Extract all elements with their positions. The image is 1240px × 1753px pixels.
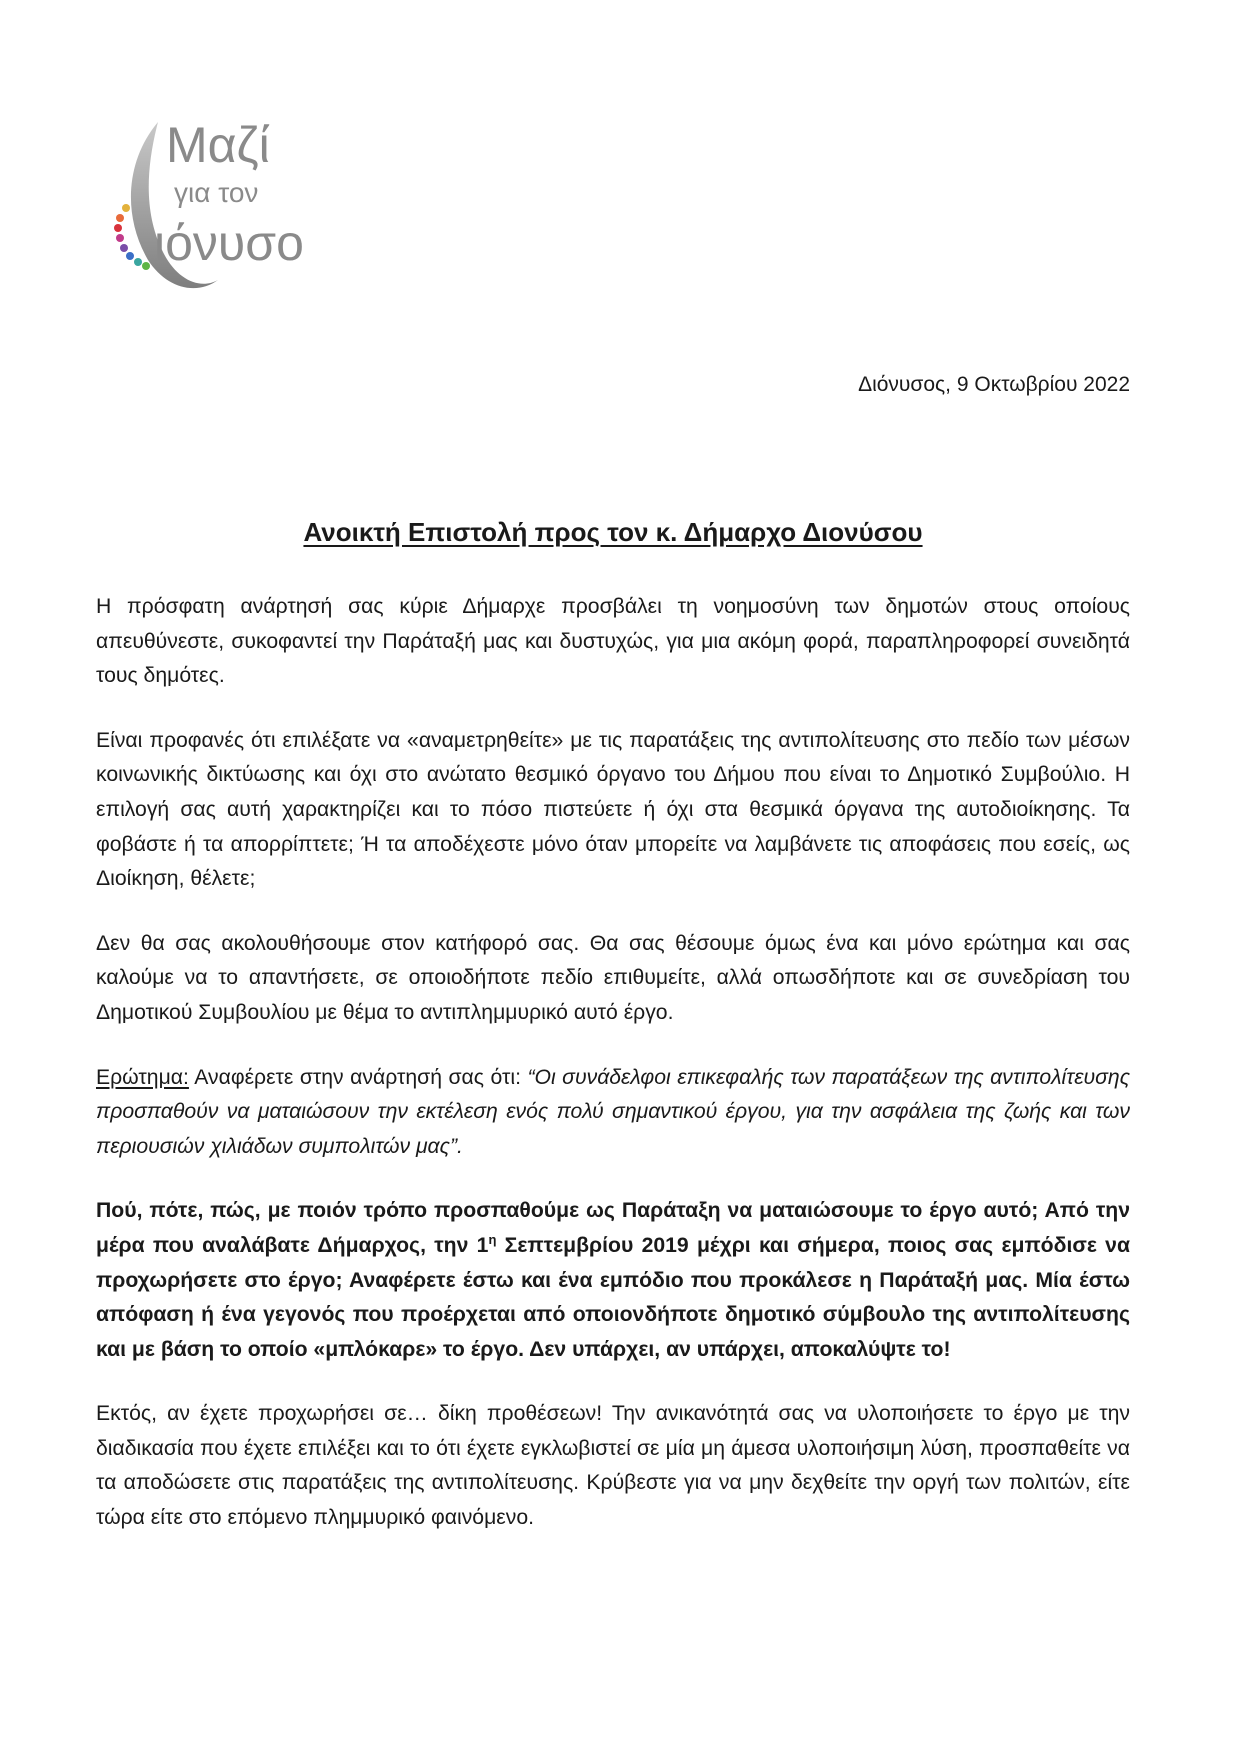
letter-title: Ανοικτή Επιστολή προς τον κ. Δήμαρχο Διονύσου <box>303 517 923 547</box>
paragraph-2: Είναι προφανές ότι επιλέξατε να «αναμετρηθείτε» με τις παρατάξεις της αντιπολίτευσης στο πεδίο των μέσων κοινωνικής δικτύωσης και όχι στο ανώτατο θεσμικό όργανο του Δήμου που είναι το Δημοτικό Συμβούλιο. Η επιλογή σας αυτή χαρακτηρίζει και το πόσο πιστεύετε ή όχι στα θεσμικά όργανα της αυτοδιοίκησης. Τα φοβάστε ή τα απορρίπτετε; Ή τα αποδέχεστε μόνο όταν μπορείτε να λαμβάνετε τις αποφάσεις που εσείς, ως Διοίκηση, θέλετε; <box>96 728 1130 891</box>
logo-dot <box>116 214 124 222</box>
paragraph-3: Δεν θα σας ακολουθήσουμε στον κατήφορό σας. Θα σας θέσουμε όμως ένα και μόνο ερώτημα και σας καλούμε να το απαντήσετε, σε οποιοδήποτε πεδίο επιθυμείτε, αλλά οπωσδήποτε και σε συνεδρίαση του Δημοτικού Συμβουλίου με θέμα το αντιπλημμυρικό αυτό έργο. <box>96 931 1130 1024</box>
letter-date: Διόνυσος, 9 Οκτωβρίου 2022 <box>858 373 1130 396</box>
logo-line-3: ιόνυσο <box>154 215 304 271</box>
logo-dot <box>126 252 134 260</box>
logo-graphic <box>96 120 416 320</box>
logo-dot <box>116 234 124 242</box>
logo-line-2: για τον <box>174 177 259 208</box>
paragraph-challenge <box>96 1194 1130 1367</box>
quoted-statement: “Οι συνάδελφοι επικεφαλής των παρατάξεων της αντιπολίτευσης προσπαθούν να ματαιώσουν την εκτέλεση ενός πολύ σημαντικού έργου, για την ασφάλεια της ζωής και των περιουσιών χιλιάδων συμπολιτών μας”. <box>96 1065 1130 1158</box>
party-logo <box>96 120 416 320</box>
paragraph-question <box>96 1061 1130 1165</box>
question-intro: Αναφέρετε στην ανάρτησή σας ότι: <box>188 1065 528 1089</box>
logo-dot <box>120 244 128 252</box>
logo-dot <box>134 258 142 266</box>
ordinal-superscript: η <box>488 1231 497 1247</box>
letter-body <box>96 590 1130 1566</box>
paragraph-1: Η πρόσφατη ανάρτησή σας κύριε Δήμαρχε προσβάλει τη νοημοσύνη των δημοτών στους οποίους απευθύνεστε, συκοφαντεί την Παράταξή μας και δυστυχώς, για μια ακόμη φορά, παραπληροφορεί συνειδητά τους δημότες. <box>96 595 1130 688</box>
logo-dot <box>122 204 130 212</box>
challenge-part-1: Πού, πότε, πώς, με ποιόν τρόπο προσπαθούμε ως Παράταξη να ματαιώσουμε το έργο αυτό; Από την μέρα που αναλάβατε Δήμαρχος, την 1 <box>96 1199 1130 1257</box>
question-label: Ερώτημα: <box>96 1065 189 1089</box>
challenge-part-2: Σεπτεμβρίου 2019 μέχρι και σήμερα, ποιος σας εμπόδισε να προχωρήσετε στο έργο; Αναφέρετε έστω και ένα εμπόδιο που προκάλεσε η Παράταξή μας. Μία έστω απόφαση ή ένα γεγονός που προέρχεται από οποιονδήποτε δημοτικό σύμβουλο της αντιπολίτευσης και με βάση το οποίο «μπλόκαρε» το έργο. Δεν υπάρχει, αν υπάρχει, αποκαλύψτε το! <box>96 1233 1130 1361</box>
logo-dot <box>114 224 122 232</box>
logo-dot <box>142 262 150 270</box>
logo-line-1: Μαζί <box>166 120 270 173</box>
paragraph-6: Εκτός, αν έχετε προχωρήσει σε… δίκη προθέσεων! Την ανικανότητά σας να υλοποιήσετε το έργο με την διαδικασία που έχετε επιλέξει και το ότι έχετε εγκλωβιστεί σε μία μη άμεσα υλοποιήσιμη λύση, προσπαθείτε να τα αποδώσετε στις παρατάξεις της αντιπολίτευσης. Κρύβεστε για να μην δεχθείτε την οργή των πολιτών, είτε τώρα είτε στο επόμενο πλημμυρικό φαινόμενο. <box>96 1402 1130 1530</box>
